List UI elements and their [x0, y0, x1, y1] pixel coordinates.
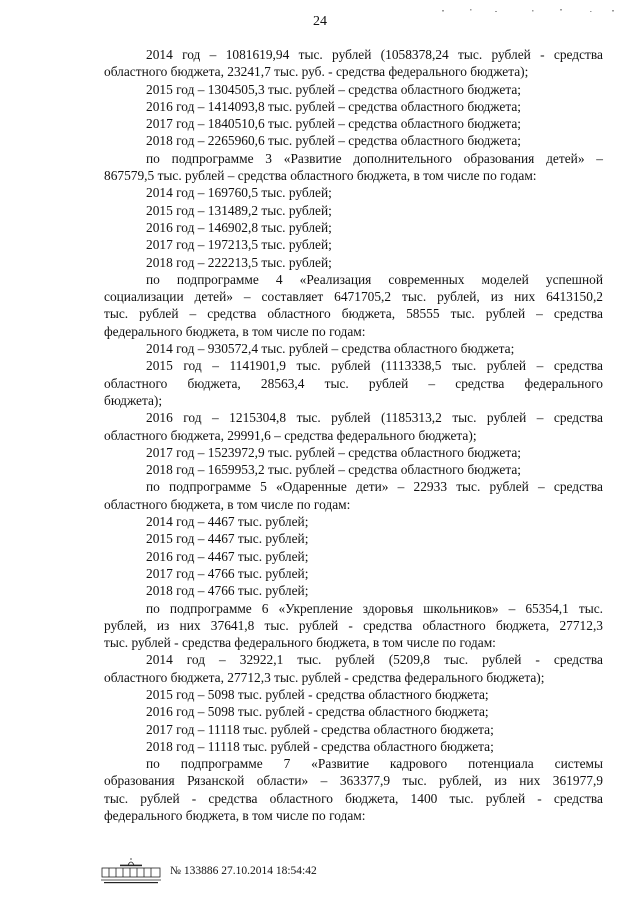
text-line: 2015 год – 131489,2 тыс. рублей; [146, 202, 332, 218]
text-line: 2014 год – 1081619,94 тыс. рублей (1058378,24 тыс. рублей - средства [146, 47, 603, 62]
text-line: федерального бюджета, в том числе по годам: [104, 323, 366, 339]
footer [100, 856, 317, 886]
text-line: 2017 год – 1840510,6 тыс. рублей – средства областного бюджета; [146, 116, 522, 132]
text-line: областного бюджета, в том числе по годам: [104, 496, 351, 512]
text-line: 2014 год – 930572,4 тыс. рублей – средства областного бюджета; [146, 341, 515, 357]
page-number: 24 [313, 14, 327, 29]
text-line: областного бюджета, 23241,7 тыс. руб. - средства федерального бюджета); [104, 64, 529, 80]
text-line: областного бюджета, 27712,3 тыс. рублей - средства федерального бюджета); [104, 669, 545, 685]
text-line: по подпрограмме 5 «Одаренные дети» – 22933 тыс. рублей – средства [146, 479, 603, 495]
text-line: областного бюджета, 28563,4 тыс. рублей – средства федерального [104, 375, 603, 391]
document-body [104, 46, 603, 824]
text-line: 2015 год – 4467 тыс. рублей; [146, 531, 309, 547]
text-line: федерального бюджета, в том числе по годам: [104, 808, 366, 824]
text-line: 2014 год – 4467 тыс. рублей; [146, 514, 309, 530]
text-line: 2016 год – 1414093,8 тыс. рублей – средства областного бюджета; [146, 98, 522, 114]
text-line: 2014 год – 32922,1 тыс. рублей (5209,8 тыс. рублей - средства [146, 652, 603, 668]
text-line: 2018 год – 1659953,2 тыс. рублей – средства областного бюджета; [146, 462, 522, 478]
text-line: тыс. рублей - средства федерального бюджета, в том числе по годам: [104, 635, 496, 651]
text-line: 2017 год – 11118 тыс. рублей - средства областного бюджета; [146, 721, 494, 737]
text-line: тыс. рублей – средства областного бюджета, 58555 тыс. рублей – средства [104, 306, 603, 322]
scan-artifact-marks [440, 8, 620, 14]
text-line: 2017 год – 4766 тыс. рублей; [146, 565, 309, 581]
text-line: 2018 год – 4766 тыс. рублей; [146, 583, 309, 599]
text-line: областного бюджета, 29991,6 – средства федерального бюджета); [104, 427, 477, 443]
text-line: социализации детей» – составляет 6471705,2 тыс. рублей, из них 6413150,2 [104, 289, 603, 305]
text-line: 2018 год – 11118 тыс. рублей - средства областного бюджета; [146, 738, 494, 754]
text-line: 2017 год – 197213,5 тыс. рублей; [146, 237, 332, 253]
text-line: 2016 год – 5098 тыс. рублей - средства областного бюджета; [146, 704, 489, 720]
text-line: 2018 год – 222213,5 тыс. рублей; [146, 254, 332, 270]
text-line: 2017 год – 1523972,9 тыс. рублей – средства областного бюджета; [146, 444, 522, 460]
text-line: по подпрограмме 7 «Развитие кадрового потенциала системы [146, 756, 603, 772]
registration-number: № 133886 27.10.2014 18:54:42 [170, 865, 317, 877]
text-line: бюджета); [104, 392, 163, 408]
registry-stamp-icon [100, 856, 162, 886]
text-line: тыс. рублей - средства областного бюджета, 1400 тыс. рублей - средства [104, 790, 603, 806]
text-line: 2016 год – 1215304,8 тыс. рублей (1185313,2 тыс. рублей – средства [146, 410, 603, 426]
text-line: 2014 год – 169760,5 тыс. рублей; [146, 185, 332, 201]
text-line: 867579,5 тыс. рублей – средства областного бюджета, в том числе по годам: [104, 168, 537, 184]
text-line: 2015 год – 1304505,3 тыс. рублей – средства областного бюджета; [146, 81, 522, 97]
text-line: по подпрограмме 3 «Развитие дополнительного образования детей» – [146, 150, 603, 166]
text-line: по подпрограмме 6 «Укрепление здоровья школьников» – 65354,1 тыс. [146, 600, 603, 616]
text-line: 2015 год – 1141901,9 тыс. рублей (1113338,5 тыс. рублей – средства [146, 358, 603, 374]
text-line: по подпрограмме 4 «Реализация современных моделей успешной [146, 271, 603, 287]
text-line: 2018 год – 2265960,6 тыс. рублей – средства областного бюджета; [146, 133, 522, 149]
text-line: 2016 год – 146902,8 тыс. рублей; [146, 219, 332, 235]
text-line: 2016 год – 4467 тыс. рублей; [146, 548, 309, 564]
text-line: 2015 год – 5098 тыс. рублей - средства областного бюджета; [146, 686, 489, 702]
text-line: рублей, из них 37641,8 тыс. рублей - средства областного бюджета, 27712,3 [104, 617, 603, 633]
text-line: образования Рязанской области» – 363377,9 тыс. рублей, из них 361977,9 [104, 773, 603, 789]
